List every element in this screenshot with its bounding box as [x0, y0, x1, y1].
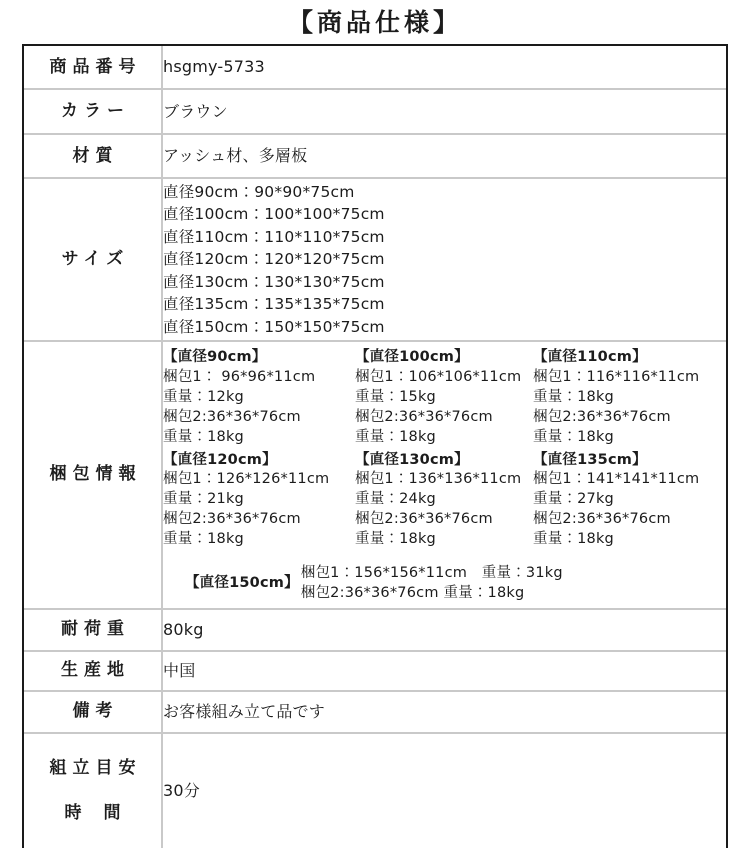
- packaging-line: 重量：12kg: [163, 389, 244, 405]
- packaging-line: 重量：24kg: [355, 491, 436, 508]
- assembly-time-label-line2: 時間: [64, 803, 143, 824]
- size-list: [163, 179, 726, 340]
- size-list-item: 直径90cm：90*90*75cm: [163, 183, 355, 201]
- packaging-line: 梱包1：106*106*11cm: [355, 369, 522, 386]
- packaging-header: 【直径135cm】: [533, 451, 647, 468]
- row-label-load-capacity: 耐荷重: [24, 609, 162, 651]
- row-value-assembly-time: 30分: [162, 733, 726, 848]
- packaging-line: 梱包2:36*36*76cm: [163, 511, 301, 528]
- packaging-grid-row-1: [163, 348, 726, 447]
- row-value-packaging: [162, 341, 726, 608]
- packaging-info: [163, 342, 726, 607]
- table-row-load-capacity: [24, 609, 726, 651]
- packaging-grid-row-2: [163, 451, 726, 550]
- packaging-line: 梱包1： 96*96*11cm: [163, 369, 316, 386]
- row-value-material: アッシュ材、多層板: [162, 134, 726, 178]
- packaging-line: 重量：15kg: [355, 389, 436, 405]
- packaging-block-d100: [355, 348, 533, 447]
- packaging-line: 重量：18kg: [355, 428, 436, 445]
- packaging-line: 重量：18kg: [533, 428, 614, 445]
- packaging-line: 重量：21kg: [163, 491, 244, 508]
- table-row-note: [24, 691, 726, 733]
- packaging-line: 重量：18kg: [533, 389, 614, 405]
- packaging-lines: [301, 564, 563, 604]
- spec-table-container: [22, 44, 728, 848]
- packaging-header: 【直径90cm】: [163, 349, 267, 366]
- size-list-item: 直径130cm：130*130*75cm: [163, 272, 385, 291]
- row-label-origin: 生産地: [24, 651, 162, 691]
- packaging-line: 梱包1：116*116*11cm: [533, 369, 700, 386]
- spec-table: [24, 46, 726, 848]
- size-list-item: 直径120cm：120*120*75cm: [163, 250, 385, 269]
- packaging-header: 【直径120cm】: [163, 451, 277, 468]
- page-title: 【商品仕様】: [287, 8, 462, 37]
- packaging-line: 梱包1：136*136*11cm: [355, 471, 522, 488]
- packaging-block-d135: [533, 451, 726, 550]
- assembly-time-label-line1: 組立目安: [49, 757, 142, 778]
- packaging-header: 【直径100cm】: [355, 349, 469, 366]
- packaging-header: 【直径150cm】: [185, 574, 299, 591]
- size-list-item: 直径150cm：150*150*75cm: [163, 317, 385, 336]
- row-value-origin: 中国: [162, 651, 726, 691]
- row-label-note: 備考: [24, 691, 162, 733]
- packaging-block-d130: [355, 451, 533, 550]
- row-value-note: お客様組み立て品です: [162, 691, 726, 733]
- packaging-line: 梱包2:36*36*76cm: [163, 408, 301, 425]
- packaging-block-d110: [533, 348, 726, 447]
- packaging-line: 重量：18kg: [355, 531, 436, 548]
- size-list-item: 直径100cm：100*100*75cm: [163, 205, 385, 224]
- packaging-line: 梱包2:36*36*76cm: [355, 408, 493, 425]
- table-row-color: [24, 89, 726, 134]
- packaging-line: 梱包2:36*36*76cm: [533, 511, 671, 528]
- packaging-block-d150: [163, 564, 726, 604]
- row-label-material: 材質: [24, 134, 162, 178]
- packaging-header: 【直径130cm】: [355, 451, 469, 468]
- table-row-size: [24, 178, 726, 341]
- packaging-line: 重量：18kg: [163, 531, 244, 548]
- table-row-origin: [24, 651, 726, 691]
- packaging-line: 梱包1：126*126*11cm: [163, 471, 330, 488]
- packaging-block-d90: [163, 348, 355, 447]
- row-label-size: サイズ: [24, 178, 162, 341]
- packaging-line: 重量：27kg: [533, 491, 614, 508]
- packaging-line: 梱包1：141*141*11cm: [533, 471, 700, 488]
- table-row-product-code: [24, 46, 726, 89]
- row-value-load-capacity: 80kg: [162, 609, 726, 651]
- row-value-product-code: hsgmy-5733: [162, 46, 726, 89]
- size-list-item: 直径110cm：110*110*75cm: [163, 227, 385, 246]
- row-label-product-code: 商品番号: [24, 46, 162, 89]
- packaging-line: 梱包1：156*156*11cm 重量：31kg: [300, 564, 563, 581]
- row-value-size: [162, 178, 726, 341]
- row-label-color: カラー: [24, 89, 162, 134]
- packaging-line: 重量：18kg: [533, 531, 614, 548]
- packaging-line: 梱包2:36*36*76cm 重量：18kg: [300, 584, 525, 601]
- packaging-line: 梱包2:36*36*76cm: [533, 408, 671, 425]
- packaging-header: 【直径110cm】: [533, 349, 647, 366]
- row-value-color: ブラウン: [162, 89, 726, 134]
- table-row-packaging: [24, 341, 726, 608]
- packaging-line: 重量：18kg: [163, 428, 244, 445]
- row-label-packaging: 梱包情報: [24, 341, 162, 608]
- size-list-item: 直径135cm：135*135*75cm: [163, 295, 385, 314]
- packaging-line: 梱包2:36*36*76cm: [355, 511, 493, 528]
- table-row-material: [24, 134, 726, 178]
- packaging-block-d120: [163, 451, 355, 550]
